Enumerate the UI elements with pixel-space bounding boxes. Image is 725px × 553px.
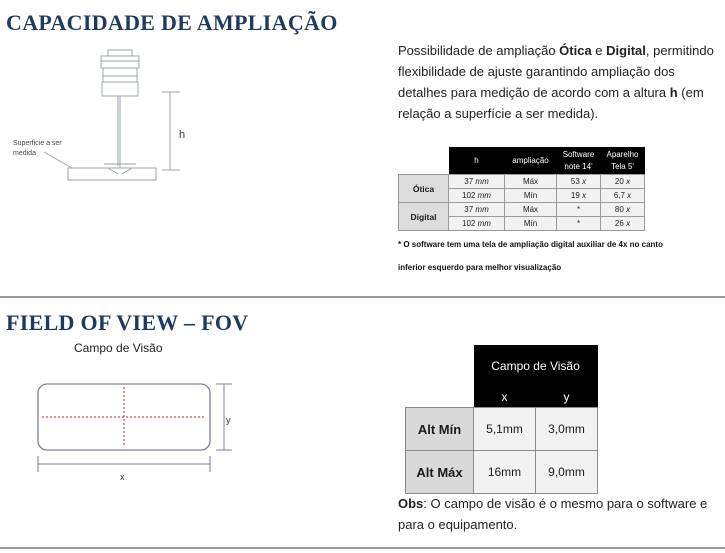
fov-cell-y: 9,0mm [536,451,598,494]
header-aparelho-line1: Aparelho [606,149,639,159]
software-note-line1: * O software tem uma tela de ampliação digital auxiliar de 4x no canto [398,240,663,249]
magnification-description [398,40,720,124]
cell-software: 19 x [557,189,601,203]
cell-software: * [557,203,601,217]
cell-software: * [557,217,601,231]
fov-y-label: y [226,415,231,425]
desc-bold-otica: Ótica [559,43,592,58]
row-group-digital: Digital [399,203,449,231]
header-software-line2: note 14' [564,161,593,171]
cell-ampliacao: Máx [505,175,557,189]
fov-col-x: x [474,387,536,408]
table-corner [399,147,449,175]
header-h: h [449,147,505,175]
table-row [406,408,598,451]
obs-text: : O campo de visão é o mesmo para o software e para o equipamento. [398,496,708,532]
software-note-line2: inferior esquerdo para melhor visualização [398,263,562,272]
cell-ampliacao: Mín [505,217,557,231]
section-divider-bottom [0,547,725,549]
fov-cell-x: 5,1mm [474,408,536,451]
fov-table-header: Campo de Visão [474,345,598,387]
cell-aparelho: 26 x [601,217,645,231]
cell-software: 53 x [557,175,601,189]
fov-table-title-row [406,345,598,387]
header-aparelho [601,147,645,175]
cell-aparelho: 80 x [601,203,645,217]
desc-bold-h: h [669,85,678,100]
desc-text-4: (em relação a superfície a ser medida). [398,85,704,121]
fov-observation [398,493,720,535]
cell-aparelho: 6,7 x [601,189,645,203]
cell-h: 37 mm [449,203,505,217]
cell-ampliacao: Máx [505,203,557,217]
magnification-table-header [399,147,645,175]
cell-h: 102 mm [449,189,505,203]
fov-cell-x: 16mm [474,451,536,494]
table-row [399,175,645,189]
fov-row-label: Alt Mín [406,408,474,451]
header-aparelho-line2: Tela 5' [611,161,634,171]
obs-label: Obs [398,496,424,511]
header-ampliacao: ampliação [505,147,557,175]
magnification-table [398,147,645,231]
cell-h: 102 mm [449,217,505,231]
fov-subtitle: Campo de Visão [74,341,163,355]
desc-text-3: , permitindo flexibilidade de ajuste garantindo ampliação dos detalhes para medição de acordo com a altura [398,43,714,100]
h-dimension-label: h [179,129,186,141]
table-row [399,203,645,217]
fov-x-label: x [120,472,125,482]
surface-label-line2: medida [13,150,36,157]
surface-label-line1: Superficie a ser [13,140,62,147]
cell-ampliacao: Mín [505,189,557,203]
fov-table-corner-2 [406,387,474,408]
cell-aparelho: 20 x [601,175,645,189]
field-of-view-diagram [20,372,240,487]
desc-bold-digital: Digital [606,43,646,58]
desc-text-1: Possibilidade de ampliação [398,43,560,58]
microscope-height-diagram [0,40,200,190]
desc-text-2: e [591,43,607,58]
fov-row-label: Alt Máx [406,451,474,494]
section-title-fov: FIELD OF VIEW – FOV [6,310,249,335]
cell-h: 37 mm [449,175,505,189]
fov-cell-y: 3,0mm [536,408,598,451]
fov-table [405,345,598,494]
row-group-otica: Ótica [399,175,449,203]
fov-table-corner [406,345,474,387]
fov-col-y: y [536,387,598,408]
fov-table-cols-row [406,387,598,408]
table-row [406,451,598,494]
section-title-magnification: CAPACIDADE DE AMPLIAÇÃO [6,10,338,35]
section-divider [0,296,725,298]
header-software [557,147,601,175]
header-software-line1: Software [562,149,595,159]
